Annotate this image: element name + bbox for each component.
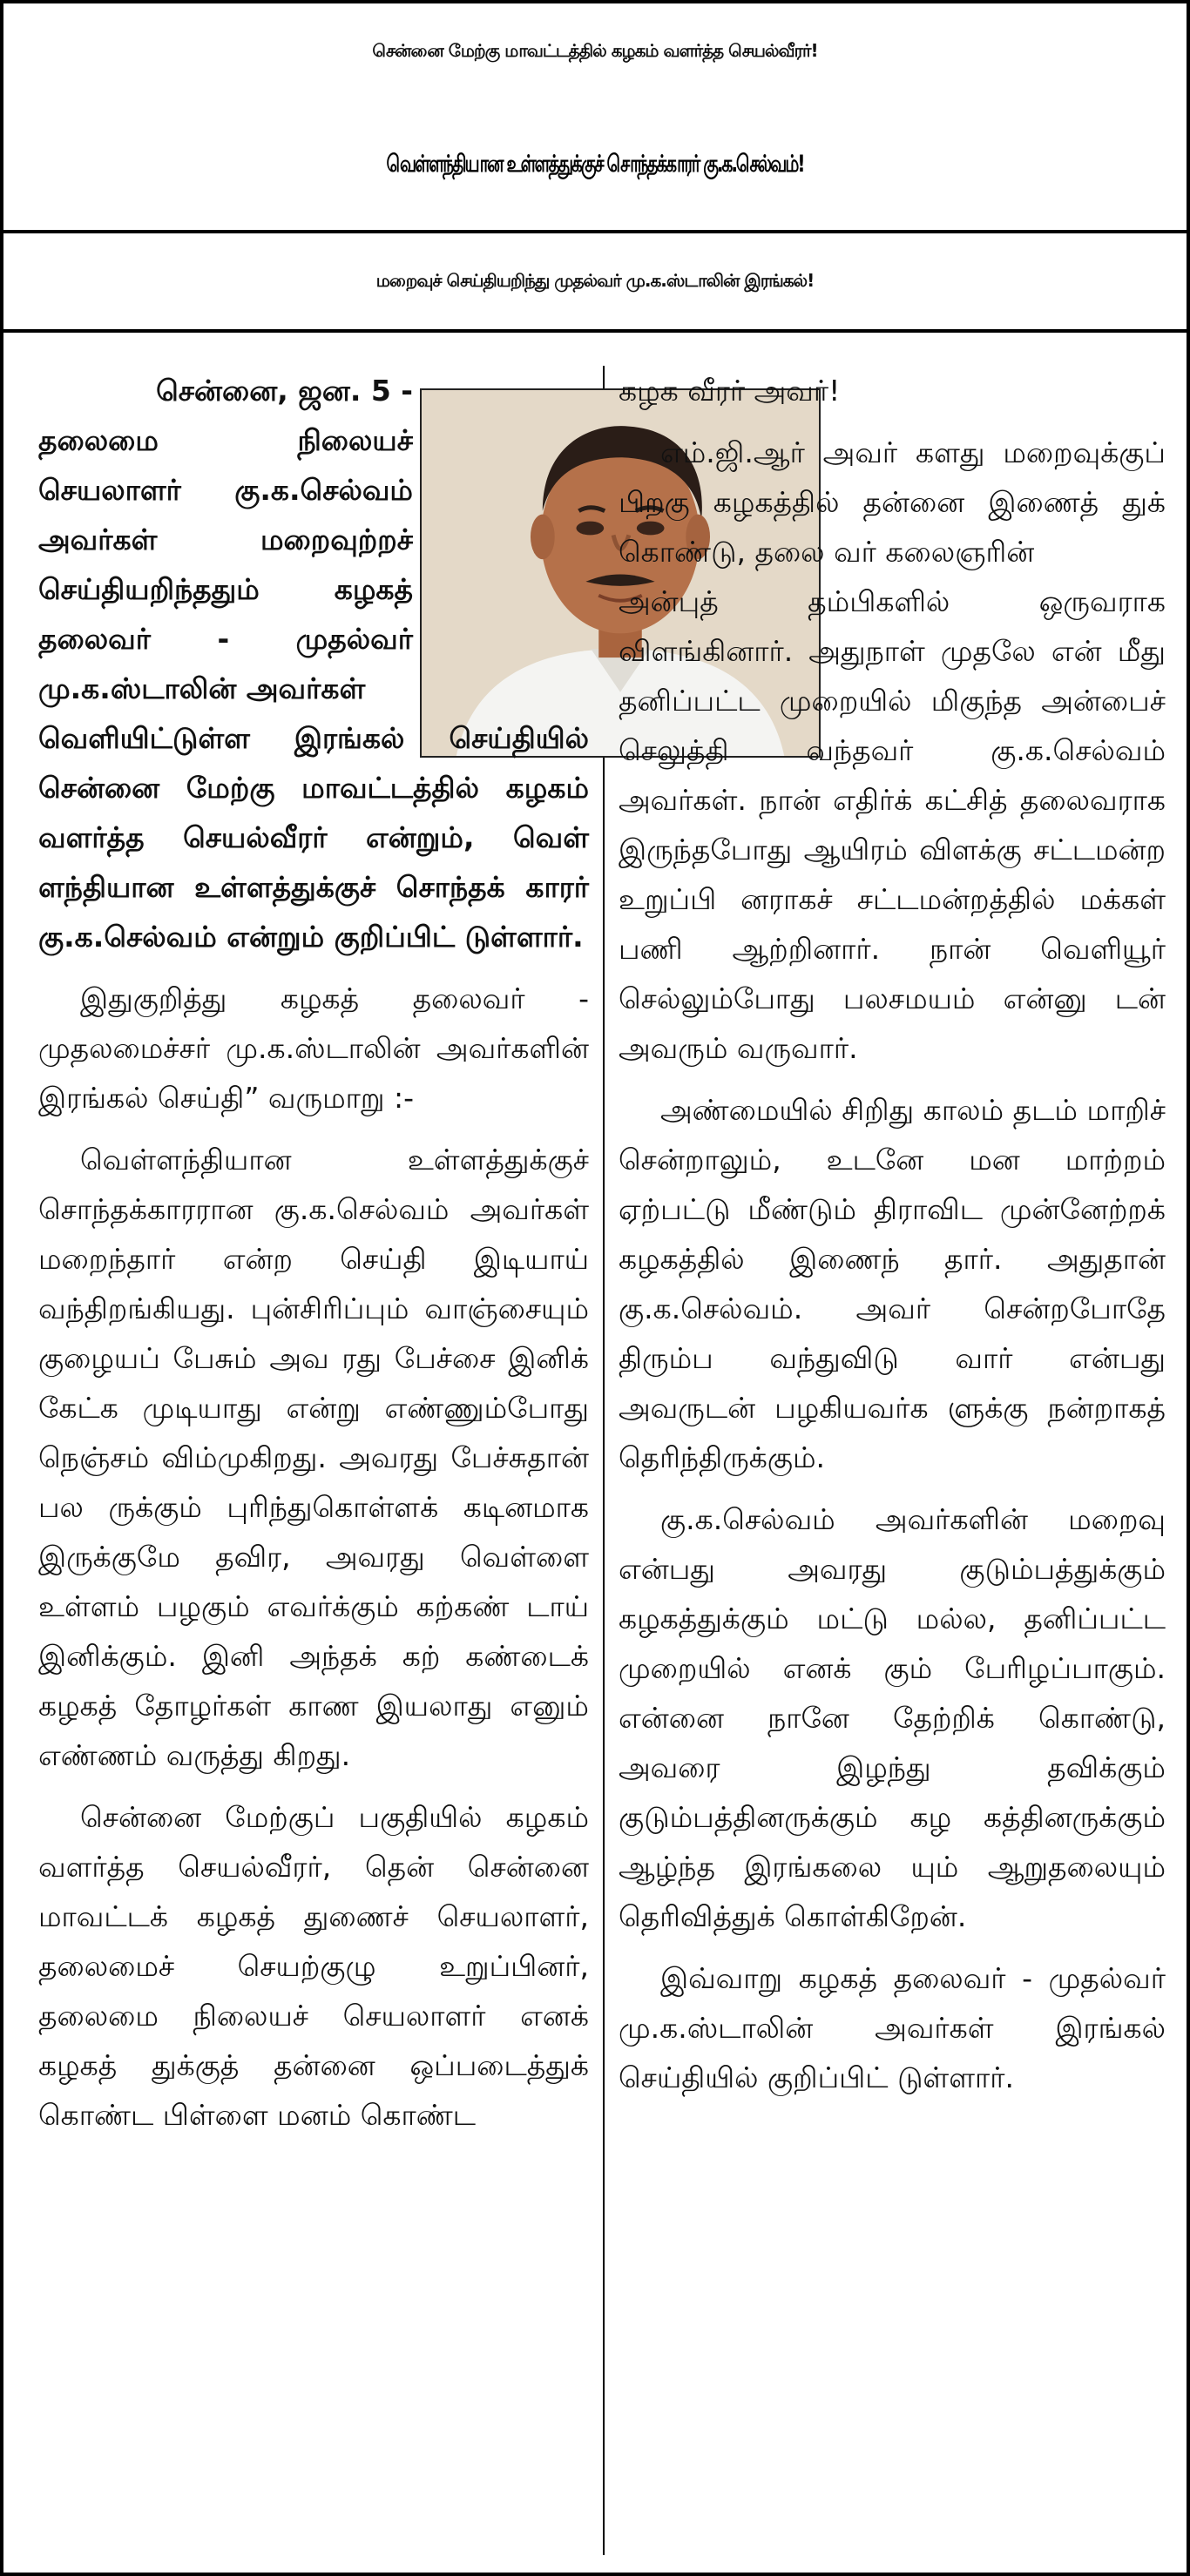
tribute-paragraph: வெள்ளந்தியான உள்ளத்துக்குச் சொந்தக்காரரான கு.க.செல்வம் அவர்கள் மறைந்தார் என்ற செய்தி இடியாய் வந்திறங்கியது. புன்சிரிப்பும் வாஞ்சையும் குழையப் பேசும் அவ ரது பேச்சை இனிக் கேட்க முடியாது என்று எண்ணும்போது நெஞ்சம் விம்முகிறது. அவரது பேச்சுதான் பல ருக்கும் புரிந்துகொள்ளக் கடினமாக இருக்குமே தவிர, அவரது வெள்ளை உள்ளம் பழகும் எவர்க்கும் கற்கண் டாய் இனிக்கும். இனி அந்தக் கற் கண்டைக் கழகத் தோழர்கள் காண இயலாது எனும் எண்ணம் வருத்து கிறது. [38,1143,589,1772]
sub-headline: மறைவுச் செய்தியறிந்து முதல்வர் மு.க.ஸ்டாலின் இரங்கல்! [3,233,1187,333]
lead-paragraph-part-1: தலைமை நிலையச் செயலாளர் கு.க.செல்வம் அவர்கள் மறைவுற்றச் செய்தியறிந்ததும் கழகத் தலைவர் - முதல்வர் மு.க.ஸ்டாலின் அவர்கள் [38,423,413,705]
mgr-paragraph-part-2: அன்புத் தம்பிகளில் ஒருவராக விளங்கினார். அதுநாள் முதலே என் மீது தனிப்பட்ட முறையில் மிகுந்த அன்பைச் செலுத்தி வந்தவர் கு.க.செல்வம் அவர்கள். நான் எதிர்க் கட்சித் தலைவராக இருந்தபோது ஆயிரம் விளக்கு சட்டமன்ற உறுப்பி னராகச் சட்டமன்றத்தில் மக்கள் பணி ஆற்றினார். நான் வெளியூர் செல்லும்போது பலசமயம் என்னு டன் அவரும் வருவார். [619,584,1166,1065]
main-headline: வெள்ளந்தியான உள்ளத்துக்குச் சொந்தக்காரர் கு.க.செல்வம்! [386,148,804,178]
career-paragraph: சென்னை மேற்குப் பகுதியில் கழகம் வளர்த்த செயல்வீரர், தென் சென்னை மாவட்டக் கழகத் துணைச் செயலாளர், தலைமைச் செயற்குழு உறுப்பினர், தலைமை நிலையச் செயலாளர் எனக் கழகத் துக்குத் தன்னை ஒப்படைத்துக் கொண்ட பிள்ளை மனம் கொண்ட [38,1800,589,2132]
return-paragraph: அண்மையில் சிறிது காலம் தடம் மாறிச் சென்றாலும், உடனே மன மாற்றம் ஏற்பட்டு மீண்டும் திராவிட முன்னேற்றக் கழகத்தில் இணைந் தார். அதுதான் கு.க.செல்வம். அவர் சென்றபோதே திரும்ப வந்துவிடு வார் என்பது அவருடன் பழகியவர்க ளுக்கு நன்றாகத் தெரிந்திருக்கும். [619,1093,1166,1474]
dateline: சென்னை, ஜன. 5 - [156,374,413,408]
intro-paragraph: இதுகுறித்து கழகத் தலைவர் - முதலமைச்சர் மு.க.ஸ்டாலின் அவர்களின் இரங்கல் செய்தி” வருமாறு :- [38,981,589,1115]
mgr-paragraph-part-1: எம்.ஜி.ஆர் அவர் களது மறைவுக்குப் பிறகு கழகத்தில் தன்னை இணைத் துக் கொண்டு, தலை வர் கலைஞரின் [619,435,1166,569]
closing-paragraph: இவ்வாறு கழகத் தலைவர் - முதல்வர் மு.க.ஸ்டாலின் அவர்கள் இரங்கல் செய்தியில் குறிப்பிட் டுள்ளார். [619,1961,1166,2094]
article-body [3,340,1187,2573]
headline-block [3,3,1187,233]
left-column [38,366,589,2140]
loss-paragraph: கு.க.செல்வம் அவர்களின் மறைவு என்பது அவரது குடும்பத்துக்கும் கழகத்துக்கும் மட்டு மல்ல, தனிப்பட்ட முறையில் எனக் கும் பேரிழப்பாகும். என்னை நானே தேற்றிக் கொண்டு, அவரை இழந்து தவிக்கும் குடும்பத்தினருக்கும் கழ கத்தினருக்கும் ஆழ்ந்த இரங்கலை யும் ஆறுதலையும் தெரிவித்துக் கொள்கிறேன். [619,1502,1166,1933]
lead-paragraph-part-2: வெளியிட்டுள்ள இரங்கல் செய்தியில் சென்னை மேற்கு மாவட்டத்தில் கழகம் வளர்த்த செயல்வீரர் என்றும், வெள் ளந்தியான உள்ளத்துக்குச் சொந்தக் காரர் கு.க.செல்வம் என்றும் குறிப்பிட் டுள்ளார். [38,721,589,954]
continued-line: கழக வீரர் அவர்! [619,374,841,408]
kicker-headline: சென்னை மேற்கு மாவட்டத்தில் கழகம் வளர்த்த செயல்வீரர்! [372,39,818,61]
right-column [619,366,1166,2102]
